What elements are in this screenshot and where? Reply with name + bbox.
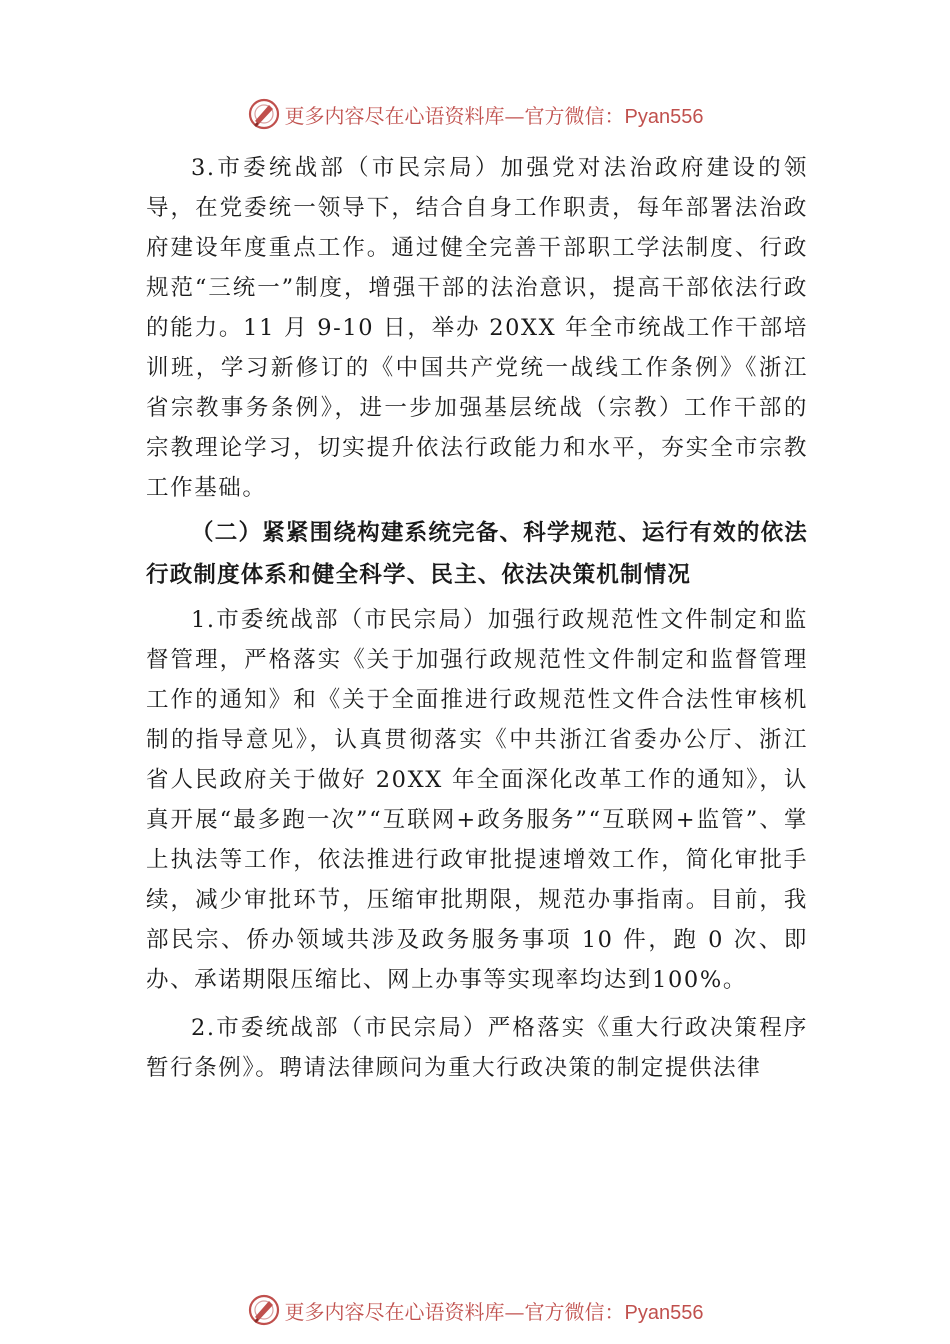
watermark-wechat-id: Pyan556: [624, 1301, 704, 1324]
watermark-wechat-id: Pyan556: [624, 105, 704, 128]
document-body: [146, 148, 808, 1088]
seal-logo-icon: [247, 1293, 281, 1327]
paragraph-1: 1.市委统战部（市民宗局）加强行政规范性文件制定和监督管理，严格落实《关于加强行政规范性文件制定和监督管理工作的通知》和《关于全面推进行政规范性文件合法性审核机制的指导意见》，认真贯彻落实《中共浙江省委办公厅、浙江省人民政府关于做好 20XX 年全面深化改革工作的通知》，认真开展“最多跑一次”“互联网+政务服务”“互联网+监管”、掌上执法等工作，依法推进行政审批提速增效工作，简化审批手续，减少审批环节，压缩审批期限，规范办事指南。目前，我部民宗、侨办领域共涉及政务服务事项 10 件，跑 0 次、即办、承诺期限压缩比、网上办事等实现率均达到100%。: [146, 607, 808, 993]
footer-watermark: [0, 1290, 950, 1330]
paragraph-3: 3.市委统战部（市民宗局）加强党对法治政府建设的领导，在党委统一领导下，结合自身工作职责，每年部署法治政府建设年度重点工作。通过健全完善干部职工学法制度、行政规范“三统一”制度，增强干部的法治意识，提高干部依法行政的能力。11 月 9-10 日，举办 20XX 年全市统战工作干部培训班，学习新修订的《中国共产党统一战线工作条例》《浙江省宗教事务条例》，进一步加强基层统战（宗教）工作干部的宗教理论学习，切实提升依法行政能力和水平，夯实全市宗教工作基础。: [146, 155, 808, 501]
watermark-text: [285, 100, 704, 129]
seal-logo-icon: [247, 97, 281, 131]
header-watermark: [0, 94, 950, 134]
paragraph-2: 2.市委统战部（市民宗局）严格落实《重大行政决策程序暂行条例》。聘请法律顾问为重大行政决策的制定提供法律: [146, 1015, 808, 1081]
watermark-label: 更多内容尽在心语资料库—官方微信：: [284, 103, 625, 128]
section-heading-2: （二）紧紧围绕构建系统完备、科学规范、运行有效的依法行政制度体系和健全科学、民主、依法决策机制情况: [146, 520, 808, 588]
watermark-text: [285, 1296, 704, 1325]
watermark-label: 更多内容尽在心语资料库—官方微信：: [284, 1299, 625, 1324]
